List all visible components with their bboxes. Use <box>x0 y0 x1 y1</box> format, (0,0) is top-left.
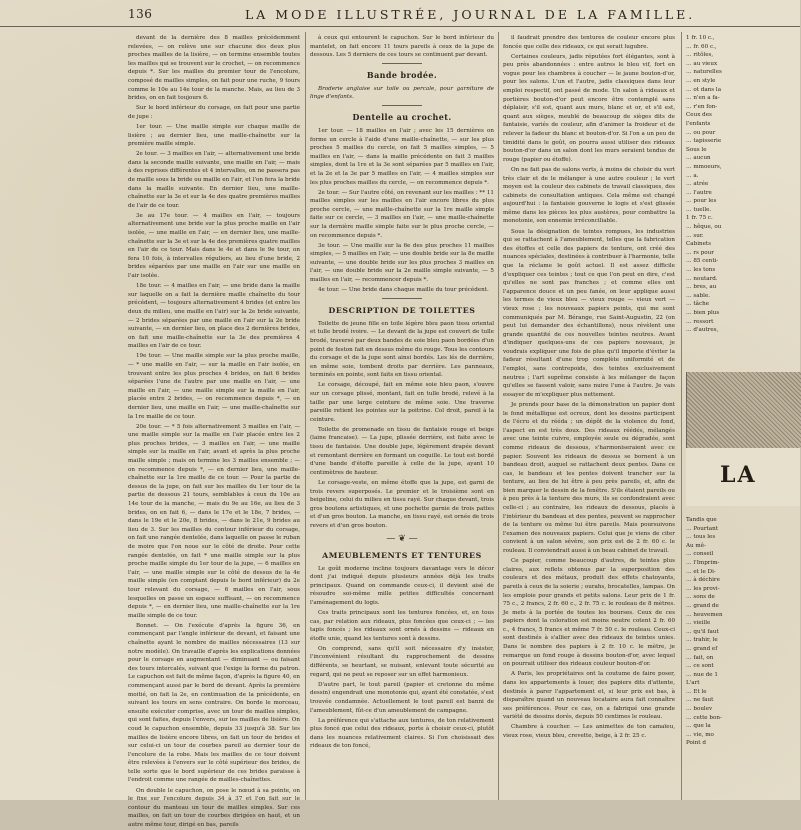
cropped-line: … tuelle. <box>686 206 712 213</box>
cropped-line: Ceux des <box>686 112 712 119</box>
cropped-line: … r'en fon- <box>686 103 718 110</box>
section-paragraph: Le corsage-veste, en même étoffe que la jupe, est garni de trois revers superposés. Le premier et le troisième sont en beigeline, celui du milieu en tissu rayé. Sur chaque devant, trois gros boutons artistiques, et une pochette garnie de trois pattes et d'un gros bouton. La manche, en tissu rayé, est ornée de trois revers et d'un gros bouton. <box>310 479 494 529</box>
cropped-line: … fait, on <box>686 654 714 661</box>
cropped-line: … atrée <box>686 181 709 188</box>
engraving-illustration <box>686 372 801 448</box>
col3-paragraph: On ne fait pas de salons verts, à moins de choisir du vert très clair et de le mélanger à une autre couleur ; le vert moyen est la couleur des cabinets de travail classiques, des cabinets de consultation antiques. Cela même est changé aujourd'hui : la fantaisie gouverne le logis et s'est glissée même dans les pièces les plus austères, pour combattre la monotonie, son ennemie irréconciliable. <box>503 166 675 225</box>
cropped-line: Sous le <box>686 146 707 153</box>
col1-paragraph: On double le capuchon, on pose le nœud à sa pointe, on le fixe sur l'encolure depuis 34 à 37 et l'on fait sur le contour du manteau un tour de mailles simples. Sur ces mailles, on fait un tour de courbes dirigées en haut, et un autre même tour, dirigé en bas, pareils <box>128 787 300 828</box>
col1-paragraph: 19e tour. — Une maille simple sur la plus proche maille, — * une maille en l'air, — sur la maille en l'air isolée, en trouvant entre les plus proches 4 brides, on fait 6 brides séparées l'une de l'autre par une maille en l'air, — une maille en l'air, — une maille simple sur la maille en l'air, placée entre 2 brides, — on recommence depuis *, — en dernier lieu, une maille en l'air, — une maille-chaînette sur la 1re maille de ce tour. <box>128 353 300 420</box>
cropped-line: … d'autres, <box>686 327 719 334</box>
cropped-line: … sable. <box>686 292 711 299</box>
col3-paragraph: Ce papier, comme beaucoup d'autres, de teintes plus claires, aux reflets obtenus par la superposition des couleurs et des métaux, produit des effets chatoyants, pareils à ceux de la soierie ; ourahs, brocatelles, lampas. On les emploie pour grands et petits salons. Leur prix de 1 fr. 75 c., 2 francs, 2 fr. 60 c., 2 fr. 75 c. le rouleau de 8 mètres. Je mets à la portée de toutes les bourses. Ceux de ces papiers dont la coloration est moins neutre cotent 2 fr. 60 c., 4 francs, 5 francs et même 7 fr. 50 c. le rouleau. Ceux-ci sont destinés à s'allier avec des rideaux de teintes unies. Dans le nombre des papiers à 2 fr. 10 c. le mètre, je remarque un fond rouge à dessins bouton-d'or, avec lequel on pourrait utiliser des rideaux couleur bouton-d'or. <box>503 558 675 668</box>
column-1 <box>128 34 300 828</box>
cropped-line: l'enfants <box>686 120 711 127</box>
cropped-line: … ritôles, <box>686 52 714 59</box>
cropped-line: … au vieux <box>686 60 718 67</box>
cropped-line: … a. <box>686 172 699 179</box>
column-2 <box>310 34 494 794</box>
divider <box>382 298 422 299</box>
section-paragraph: 4e tour. — Une bride dans chaque maille du tour précédent. <box>318 287 489 294</box>
cropped-line: … ne faut <box>686 697 714 704</box>
cropped-line: … tous les <box>686 534 716 541</box>
page-number: 136 <box>128 7 153 21</box>
col3-paragraph: A Paris, les propriétaires ont la coutume de faire poser, dans les appartements à louer, des papiers dits d'attente, destinés à parer l'appartement et, si leur prix est bas, à disparaître quand un nouveau locataire aura fait connaître ses préférences. Pour ce cas, on a fabriqué une grande variété de dessins dorés, depuis 50 centimes le rouleau. <box>503 671 675 721</box>
col3-paragraph: Je prends pour base de la démonstration un papier dont le fond métallique est ocreux, dont les dessins participent de l'écru et du rééda ; un dépôt de la violence du fond, l'aspect en est très doux. Des rideaux réédés, mélangés avec une teinte cuivre, employée seule ou dégradée, sont comme rideaux de dessous, s'harmoniseraient avec ce papier. Souvent les rideaux de dessus se bornent à un bandeau droit, auquel se rattachent deux pentes. Dans ce cas, le bandeau et les pentes doivent trancher sur la tenture, au lieu de lui être à peu près pareils, et, afin de bien marquer le dessin de la fenêtre. S'ils étaient pareils ou à peu près à la tenture des murs, ils se confondraient avec celle-ci ; au contraire, les rideaux de dessous, placés à l'intérieur du bandeau et des pentes, peuvent se rapprocher de la tenture ou même lui être pareils. Mais poursuivons l'examen des nouveaux papiers. Celui que je viens de citer convient à un salon sévère, son prix est de 2 fr. 60 c. le rouleau. Il conviendrait aussi à un beau cabinet de travail. <box>503 401 675 555</box>
cropped-line: … les tons <box>686 267 716 274</box>
cropped-line: … sons de <box>686 594 715 601</box>
cropped-line: … Et le <box>686 688 707 695</box>
cropped-line: Cabinets <box>686 241 712 248</box>
ornament-divider: — ❦ — <box>386 533 418 544</box>
cropped-line: … rs pour <box>686 249 714 256</box>
cropped-line: … bres, au <box>686 284 717 291</box>
cropped-line: … nue de 1 <box>686 671 718 678</box>
cropped-line: … tâche <box>686 301 710 308</box>
cropped-line: Point d <box>686 740 706 747</box>
section-paragraph: Broderie anglaise sur toile ou percale, pour garniture de linge d'enfants. <box>310 85 494 101</box>
col1-paragraph: 18e tour. — 4 mailles en l'air, — une bride dans la maille sur laquelle on a fait la dernière maille chaînette du tour précédent, — toujours alternativement 4 brides (et entre les deux du milieu, une maille en l'air) sur la 2e bride suivante, — 2 brides séparées par une maille en l'air sur la 2e bride suivante, — en dernier lieu, on place des 2 dernières brides, on fait une maille-chaînette sur la 3e des premières 4 mailles en l'air de ce tour. <box>128 283 300 350</box>
col1-paragraph: 1er tour. — Une maille simple sur chaque maille de lisière ; au dernier lieu, une maille-chaînette sur la première maille simple. <box>128 123 300 148</box>
cropped-line: … sur. <box>686 232 704 239</box>
cropped-line: … vie, mo <box>686 731 714 738</box>
col1-paragraph: Sur le bord inférieur du corsage, on fait pour une partie de jupe : <box>128 105 300 120</box>
cropped-line: Au mê- <box>686 542 706 549</box>
section-title-dentelle: Dentelle au crochet. <box>352 111 452 122</box>
cropped-line: … vieille <box>686 620 711 627</box>
section-title-ameublements: AMEUBLEMENTS ET TENTURES <box>322 550 482 560</box>
cropped-line: … cette bon- <box>686 714 722 721</box>
cropped-line: … l'autre <box>686 189 712 196</box>
col3-paragraph: il faudrait prendre des tentures de couleur encore plus foncée que celle des rideaux, ce qui serait lugubre. <box>503 35 675 50</box>
cropped-line: … grand ef <box>686 645 718 652</box>
cropped-line: … ressort <box>686 318 714 325</box>
journal-title: LA MODE ILLUSTRÉE, JOURNAL DE LA FAMILLE. <box>245 7 696 22</box>
cropped-line: … ot dans la <box>686 86 722 93</box>
cropped-line: … hêque, ou <box>686 224 722 231</box>
cropped-line: … 85 centi- <box>686 258 719 265</box>
cropped-line: … noutard. <box>686 275 718 282</box>
cropped-line: … boulev <box>686 706 713 713</box>
cropped-line: Tandis que <box>686 517 717 523</box>
cropped-line: … trahir, le <box>686 637 718 644</box>
column-3 <box>503 34 675 794</box>
cropped-line: 1 fr. 10 c., <box>686 35 715 41</box>
cropped-line: … naturelles <box>686 69 722 76</box>
section-paragraph: Ces traits principaux sont les tentures foncées, et, en tous cas, par relation aux rideaux, plus foncées que ceux-ci ; — les tapis foncés ; les rideaux sont ornés à dessins — rideaux en étoffe unie, quand les tentures sont à dessins. <box>310 609 494 642</box>
cropped-line: … et le Di- <box>686 568 716 575</box>
cropped-line: … Pourtant <box>686 525 718 532</box>
column-4-bottom <box>686 516 800 796</box>
cropped-line: … mmoeurs, <box>686 163 722 170</box>
cropped-line: … fr. 60 c., <box>686 43 717 50</box>
column-rule <box>305 32 306 800</box>
cropped-line: … que la <box>686 723 711 730</box>
cropped-line: … conseil <box>686 551 714 558</box>
col3-paragraph: Certaines couleurs, jadis réputées fort élégantes, sont à peu près abandonnées : entre autres le bleu vif, fort en vogue pour les chambres à coucher — le jaune bouton-d'or, pour les salons. L'un et l'autre, jadis classiques dans leur emploi respectif, ont passé de mode. Un salon à rideaux et portières bouton-d'or peut encore être contemplé sans déplaisir, s'il est, quant aux murs, blanc et or, et s'il est, quant aux sièges, meublé de beaucoup de sièges dits de fantaisie, variés de couleur, afin d'animer la froideur et de relever la fadeur du blanc et bouton-d'or. Si l'on a un peu de timidité dans le goût, on pourra aussi utiliser des rideaux bouton-d'or dans un salon dont les murs seraient tendus de rouge (papier ou étoffe). <box>503 53 675 163</box>
col2-intro: à ceux qui entourent le capuchon. Sur le bord inférieur du mantelet, on fait encore 11 tours pareils à ceux de la jupe de dessous. Les 5 derniers de ces tours se continuent par devant. <box>310 35 494 59</box>
cropped-line: … à déchire <box>686 577 720 584</box>
section-paragraph: D'autre part, le tout pareil (papier et cretonne du même dessin) engendrait une monotonie qui, ayant été constatée, s'est trouvée condamnée. Actuellement le tout pareil est banni de l'ameublement, fût-ce d'un ameublement de campagne. <box>310 681 494 714</box>
section-paragraph: On comprend, sans qu'il soit nécessaire d'y insister, l'inconvénient résultant du rapprochement de dessins différents, se heurtant, se nuisant, enlevant toute sécurité au regard, qui ne peut se reposer sur un effet harmonieux. <box>310 645 494 678</box>
cropped-line: … les provi- <box>686 585 720 592</box>
cropped-line: … ou pour <box>686 129 716 136</box>
cropped-line: L'art <box>686 680 700 687</box>
col1-paragraph: devant de la dernière des 8 mailles précédemment relevées, — on relève une sur chacune des deux plus proches mailles de la lisière, — on termine ensemble toutes les mailles qui se trouvent sur le crochet, — on recommence depuis *. Sur les mailles du premier tour de l'encolure, composé de mailles simples, on fait pour une ruche, 9 tours comme le 10e au 14e tour de la manche. Mais, au lieu de 3 brides, on en fait toujours 6. <box>128 35 300 102</box>
cropped-line: … grand de <box>686 602 719 609</box>
col1-paragraph: 3e au 17e tour. — 4 mailles en l'air, — toujours alternativement une bride sur la plus proche maille en l'air isolée, — une maille en l'air, — en dernier lieu, une maille-chaînette sur la 3e et sur la 4e des premières quatre mailles en l'air de ce tour. Mais dans le 4e et dans le 9e tour, on fera 10 fois, à intervalles réguliers, au lieu d'une bride, 2 brides séparées par une maille en l'air sur une maille en l'air isolée. <box>128 212 300 280</box>
column-rule <box>498 32 499 800</box>
section-paragraph: Toilette de jeune fille en toile légère bleu paon tissu oriental et tulle brodé ivoire. — Le devant de la jupe est couvert de tulle brodé, traversé par deux bandes de soie bleu paon bordées d'un point de feston fait en dessus même du rouge. Tous les contours du corsage et de la jupe sont ainsi bordés. Les lés de derrière, en même soie, tombent droits par derrière. Les panneaux, terminés en pointe, sont faits en tissu oriental. <box>310 320 494 379</box>
cropped-line: … ce sont <box>686 663 714 670</box>
col3-paragraph: Chambre à coucher. — Les animettes de ton camaïeu, vieux rose, vieux bleu, crevette, beige, à 2 fr. 25 c. <box>503 724 675 739</box>
cropped-line: … tapisserie <box>686 138 722 145</box>
divider <box>382 105 422 106</box>
cropped-line: … bien plus <box>686 310 720 316</box>
cropped-line: … n'en a fa- <box>686 95 720 102</box>
cropped-line: … l'Imprim- <box>686 559 720 566</box>
section-paragraph: 3e tour. — Une maille sur la 6e des plus proches 11 mailles simples, — 5 mailles en l'air, — une double bride sur la 8e maille suivante, — une double bride sur les plus proches 3 mailles en l'air, — une double bride sur la 2e maille simple suivante, — 5 mailles en l'air, — recommencer depuis *. <box>310 242 494 284</box>
cropped-line: 1 fr. 75 c. <box>686 215 713 222</box>
section-paragraph: Le corsage, découpé, fait en même soie bleu paon, s'ouvre sur un corsage plissé, montant, fait en tulle brodé, relevé à la taille par une large ceinture de même soie. Une traverse pareille retient les pointes sur la poitrine. Col droit, pareil à la ceinture. <box>310 382 494 423</box>
column-4-top <box>686 34 800 370</box>
cropped-line: … en style <box>686 77 716 84</box>
section-paragraph: 1er tour. — 18 mailles en l'air ; avec les 15 dernières on forme un cercle à l'aide d'une maille-chaînette, — sur les plus proches 5 mailles du cercle, on fait 5 mailles simples, — 5 mailles en l'air, — dans la maille précédente on fait 3 mailles simples, dont la 1re et la 3e sont séparées par 5 mailles en l'air, et la 2e et la 3e par 5 mailles en l'air, — 4 mailles simples sur les plus proches mailles du cercle, — on recommence depuis *. <box>310 127 494 186</box>
col1-paragraph: 2e tour. — 3 mailles en l'air, — alternativement une bride dans la seconde maille suivante, une maille en l'air, — mais à des reprises différentes et 4 intervalles, on ne passera pas de maille sous la bride ou maille en l'air, et l'on fera la bride dans la maille suivante. En dernier lieu, une maille-chaînette sur la 3e et sur la 4e des quatre premières mailles de l'air de ce tour. <box>128 151 300 209</box>
col1-paragraph: Bonnet. — On l'exécute d'après la figure 36, en commençant par l'angle inférieur de devant, et faisant une chaînette ayant le nombre de mailles nécessaires (13 sur notre modèle). On travaille d'après les explications données pour le corsage en augmentant — diminuant — ou faisant des tours intercalés, suivant que l'exige la forme du patron. Le capuchon est fait de même façon, d'après la figure 40, en commençant aussi par le bord de devant. Après la première moitié, on fait la 2e, en continuation de la précédente, en suivant les tours en sens contraire. On borde le morceau, ensuite exécuter comprise, avec un tour de mailles simples, qui sont faites, depuis l'envers, sur les mailles de lisière. On coud le capuchon ensemble, depuis 33 jusqu'à 38. Sur les mailles de lisière encore libres, on fait un tour de brides et sur celui-ci un tour de courbes pareil au dernier tour de l'encolure de la robe. Mais les mailles de ce tour doivent être relevées à l'envers sur le côté supérieur des brides, de telle sorte que le bord supérieur de ces brides paraisse à l'endroit comme une rangée de mailles-chaînettes. <box>128 622 300 784</box>
divider <box>382 63 422 64</box>
page-header <box>0 0 800 27</box>
col3-paragraph: Sous la désignation de teintes rompues, les industries qui se rattachent à l'ameublement, telles que la fabrication des étoffes et celle des papiers de tenture, ont créé des nuances spéciales, destinées à contribuer à l'harmonie, telle que la réclame le goût actuel. Il est assez difficile d'expliquer ces teintes ; tout ce que l'on peut en dire, c'est qu'elles ne sont pas franches ; et comme elles ont l'apparence douce et un peu fanée, on leur applique aussi les termes de vieux bleu — vieux rouge — vieux vert — vieux rose ; les nouveaux papiers peints, qui me sont communiqués par M. Bérange, rue Saint-Augustin, 22 (on peut lui demander des échantillons), nous révèlent une grande quantité de ces nouvelles teintes neutres. Avant d'indiquer quelques-uns de ces papiers nouveaux, je voudrais expliquer une fois de plus qu'il importe d'éviter la fadeur résultant d'une trop complète uniformité et de l'emploi, sans contrepoids, des teintes exclusivement neutres ; l'art suprême consiste à les mélanger de façon qu'elles se fassent valoir, sans nuire l'une à l'autre. Je vais essayer de m'expliquer plus nettement. <box>503 228 675 398</box>
col1-paragraph: 20e tour. — * 5 fois alternativement 3 mailles en l'air, — une maille simple sur la maille en l'air placée entre les 2 plus proches brides, — 3 mailles en l'air, — une maille simple sur la maille en l'air, avant et après la plus proche maille simple ; mais on termine les 3 mailles ensemble ; — on recommence depuis *, — en dernier lieu, une maille-chaînette sur la 1re maille de ce tour. — Pour la partie de dessus de la jupe, on fait sur les mailles du 1er tour de la partie de dessous 21 tours, semblables à ceux du 10e au 14e tour de la manche, — mais du 9e au 16e, au lieu de 3 brides, on en fait 6, — dans le 17e et le 18e, 7 brides, — dans le 19e et le 20e, 8 brides, — dans le 21e, 9 brides au lieu de 3. Sur les mailles du contour inférieur du corsage, on fait une rangée dentelée, dans laquelle on passe le ruban de moire que l'on noue sur le côté de droite. Pour cette rangée dentelée, on fait * une maille simple sur la plus proche maille simple du 1er tour de la jupe, — 6 mailles en l'air, — une maille simple sur le côté de dessus de la 4e maille simple (en comptant depuis le bord inférieur) du 2e tour relevant du corsage, — 6 mailles en l'air, sous lesquelles on passe un espace suffisant, — on recommence depuis *, — en dernier lieu, une maille-chaînette sur la 1re maille simple de ce tour. <box>128 423 300 619</box>
cropped-line: … qu'il faut <box>686 628 719 635</box>
section-paragraph: La préférence qui s'attache aux tentures, de ton relativement plus foncé que celui des rideaux, porte à choisir ceux-ci, plutôt dans les nuances relativement claires. Si l'on choisissait des rideaux de ton foncé, <box>310 717 494 750</box>
cropped-line: … pour les <box>686 198 717 205</box>
section-paragraph: Toilette de promenade en tissu de fantaisie rouge et beige (laine francaise). — La jupe, plissée derrière, est faite avec le tissu de fantaisie. Une double jupe, légèrement drapée devant et remontant derrière en formant un coquille. Le tout est bordé d'une bande d'étoffe pareille à celle de la jupe, ayant 10 centimètres de hauteur. <box>310 426 494 476</box>
section-title-toilettes: DESCRIPTION DE TOILETTES <box>328 305 476 315</box>
section-paragraph: Le goût moderne incline toujours davantage vers le décor dont j'ai indiqué depuis plusieurs années déjà les traits principaux. Quand on commande ceux-ci, il devient aisé de résoudre soi-même mille petites difficultés concernant l'aménagement du logis. <box>310 565 494 606</box>
cropped-line: … aucun <box>686 155 711 162</box>
cropped-line: … heuvemen <box>686 611 723 618</box>
column-rule <box>681 32 682 800</box>
section-paragraph: 2e tour. — Sur l'autre côté, on revenant sur les mailles : ** 11 mailles simples sur les mailles en l'air encore libres du plus proche cercle, — une maille-chaînette sur la 1re maille simple faite sur ce cercle, — 3 mailles en l'air, — une maille-chaînette sur la dernière maille simple faite sur le plus proche cercle, — on recommence depuis *. <box>310 189 494 239</box>
section-title-bande-brodee: Bande brodée. <box>366 69 438 80</box>
masthead-text: LA <box>720 462 757 488</box>
